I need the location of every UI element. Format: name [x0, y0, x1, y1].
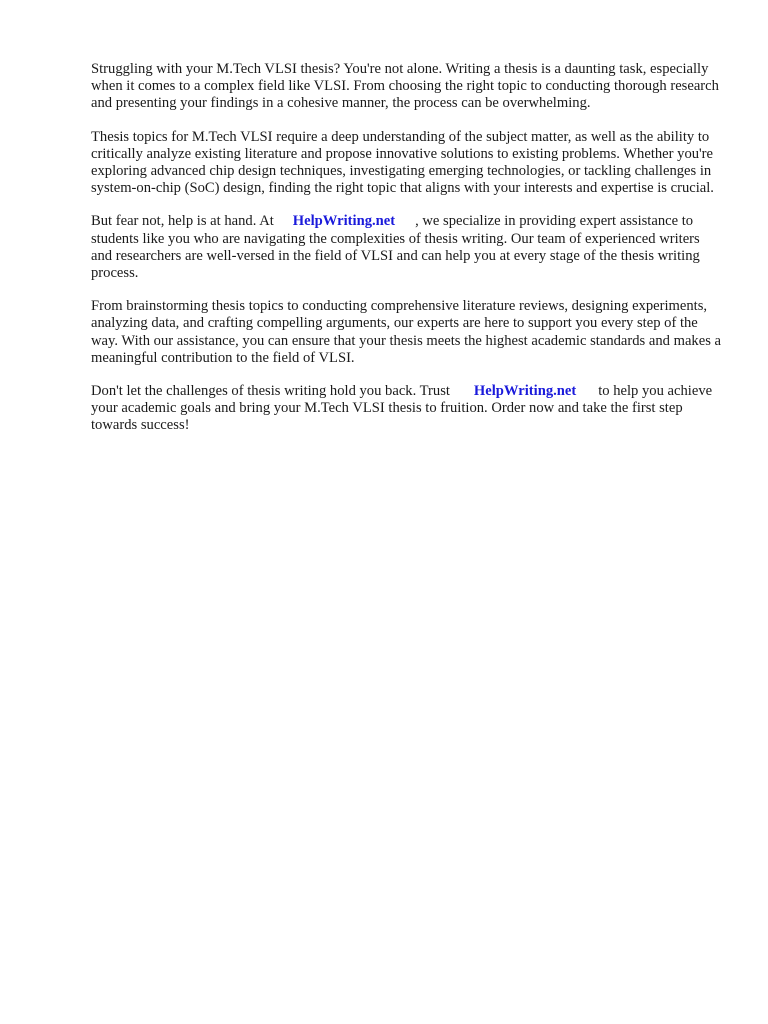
paragraph-experts: From brainstorming thesis topics to conducting comprehensive literature reviews, designing experiments, analyzing data, and crafting compelling arguments, our experts are here to support you every step of the way. With our assistance, you can ensure that your thesis meets the highest academic standards and makes a meaningful contribution to the field of VLSI. [91, 298, 721, 366]
paragraph-help-rest: , we specialize in providing expert assistance to students like you who are navigating the complexities of thesis writing. Our team of experienced writers and researchers are well-versed in the field of VLSI and can help you at every stage of the thesis writing process. [91, 213, 700, 282]
paragraph-cta-lead: Don't let the challenges of thesis writing hold you back. Trust [91, 383, 450, 400]
paragraph-cta [91, 383, 723, 435]
document-body [91, 61, 723, 451]
paragraph-help [91, 213, 723, 282]
helpwriting-link-cta[interactable]: HelpWriting.net [473, 383, 577, 400]
paragraph-topics: Thesis topics for M.Tech VLSI require a deep understanding of the subject matter, as well as the ability to critically analyze existing literature and propose innovative solutions to existing problems. Whether you're exploring advanced chip design techniques, investigating emerging technologies, or tackling challenges in system-on-chip (SoC) design, finding the right topic that aligns with your interests and expertise is crucial. [91, 128, 714, 197]
paragraph-help-lead: But fear not, help is at hand. At [91, 213, 274, 230]
paragraph-intro: Struggling with your M.Tech VLSI thesis? You're not alone. Writing a thesis is a daunting task, especially when it comes to a complex field like VLSI. From choosing the right topic to conducting thorough research and presenting your findings in a cohesive manner, the process can be overwhelming. [91, 61, 719, 112]
helpwriting-link[interactable]: HelpWriting.net [292, 213, 396, 230]
paragraph-cta-rest: to help you achieve your academic goals and bring your M.Tech VLSI thesis to fruition. Order now and take the first step towards success! [91, 383, 713, 434]
